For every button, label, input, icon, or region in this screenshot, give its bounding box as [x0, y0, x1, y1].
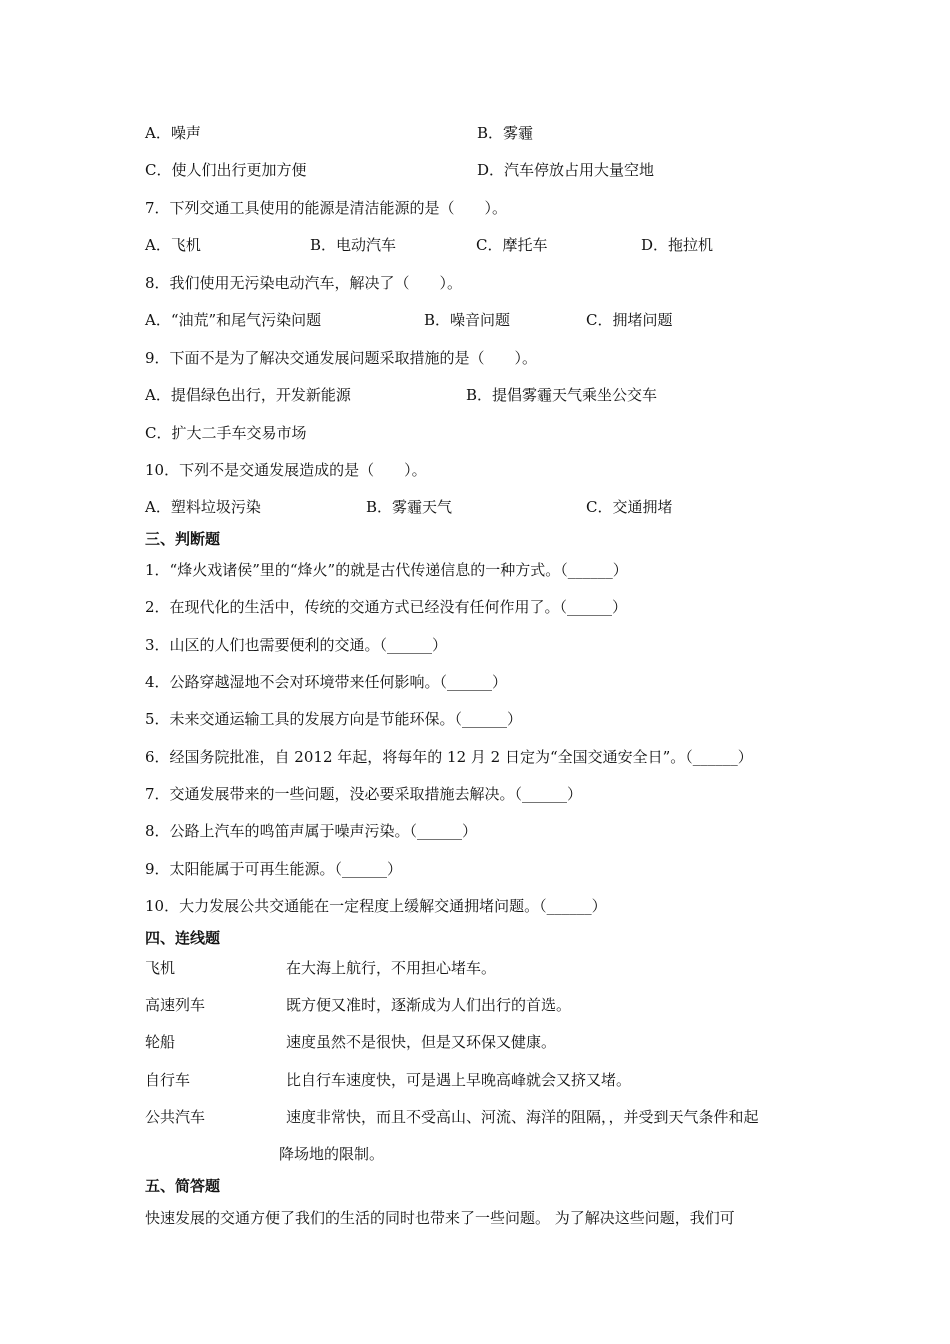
q6-option-c: C．使人们出行更加方便 — [145, 161, 307, 179]
match-left-item: 飞机 — [145, 959, 176, 977]
match-right-item: 速度非常快，而且不受高山、河流、海洋的阻隔，，并受到天气条件和起 — [286, 1108, 759, 1126]
match-right-continuation: 降场地的限制。 — [279, 1145, 385, 1163]
judge-item-7: 7．交通发展带来的一些问题，没必要采取措施去解决。（______） — [145, 785, 583, 803]
q6-option-b: B．雾霾 — [477, 124, 534, 142]
q7-option-d: D．拖拉机 — [641, 236, 714, 254]
q10-option-b: B．雾霾天气 — [366, 498, 453, 516]
judge-item-8: 8．公路上汽车的鸣笛声属于噪声污染。（______） — [145, 822, 478, 840]
match-left-item: 自行车 — [145, 1071, 191, 1089]
match-right-item: 速度虽然不是很快，但是又环保又健康。 — [286, 1033, 557, 1051]
q6-option-d: D．汽车停放占用大量空地 — [477, 161, 655, 179]
judge-item-3: 3．山区的人们也需要便利的交通。（______） — [145, 636, 448, 654]
short-answer-prompt: 快速发展的交通方便了我们的生活的同时也带来了一些问题。 为了解决这些问题，我们可 — [145, 1209, 735, 1227]
q8-option-c: C．拥堵问题 — [586, 311, 673, 329]
q8-option-a: A．“油荒”和尾气污染问题 — [145, 311, 322, 329]
q9-option-b: B．提倡雾霾天气乘坐公交车 — [466, 386, 658, 404]
match-right-item: 在大海上航行，不用担心堵车。 — [286, 959, 497, 977]
judge-item-5: 5．未来交通运输工具的发展方向是节能环保。（______） — [145, 710, 523, 728]
judge-item-9: 9．太阳能属于可再生能源。（______） — [145, 860, 403, 878]
judge-item-4: 4．公路穿越湿地不会对环境带来任何影响。（______） — [145, 673, 508, 691]
q10-stem: 10．下列不是交通发展造成的是（ ）。 — [145, 461, 427, 479]
match-left-item: 公共汽车 — [145, 1108, 206, 1126]
judge-item-2: 2．在现代化的生活中，传统的交通方式已经没有任何作用了。（______） — [145, 598, 628, 616]
match-left-item: 高速列车 — [145, 996, 206, 1014]
q6-option-a: A．噪声 — [145, 124, 201, 142]
q7-option-b: B．电动汽车 — [310, 236, 397, 254]
match-left-item: 轮船 — [145, 1033, 176, 1051]
q9-option-c: C．扩大二手车交易市场 — [145, 424, 307, 442]
judge-item-1: 1．“烽火戏诸侯”里的“烽火”的就是古代传递信息的一种方式。（______） — [145, 561, 628, 579]
section-5-heading: 五、简答题 — [145, 1177, 221, 1195]
q8-stem: 8．我们使用无污染电动汽车，解决了（ ）。 — [145, 274, 463, 292]
q9-stem: 9．下面不是为了解决交通发展问题采取措施的是（ ）。 — [145, 349, 538, 367]
q8-option-b: B．噪音问题 — [424, 311, 511, 329]
q7-option-c: C．摩托车 — [476, 236, 548, 254]
q7-stem: 7．下列交通工具使用的能源是清洁能源的是（ ）。 — [145, 199, 508, 217]
q7-option-a: A．飞机 — [145, 236, 201, 254]
section-4-heading: 四、连线题 — [145, 929, 221, 947]
judge-item-10: 10．大力发展公共交通能在一定程度上缓解交通拥堵问题。（______） — [145, 897, 607, 915]
section-3-heading: 三、判断题 — [145, 530, 221, 548]
judge-item-6: 6．经国务院批准，自 2012 年起，将每年的 12 月 2 日定为“全国交通安全日”。（______） — [145, 748, 753, 766]
q10-option-c: C．交通拥堵 — [586, 498, 673, 516]
q9-option-a: A．提倡绿色出行，开发新能源 — [145, 386, 351, 404]
match-right-item: 比自行车速度快，可是遇上早晚高峰就会又挤又堵。 — [286, 1071, 632, 1089]
match-right-item: 既方便又准时，逐渐成为人们出行的首选。 — [286, 996, 572, 1014]
q10-option-a: A．塑料垃圾污染 — [145, 498, 261, 516]
